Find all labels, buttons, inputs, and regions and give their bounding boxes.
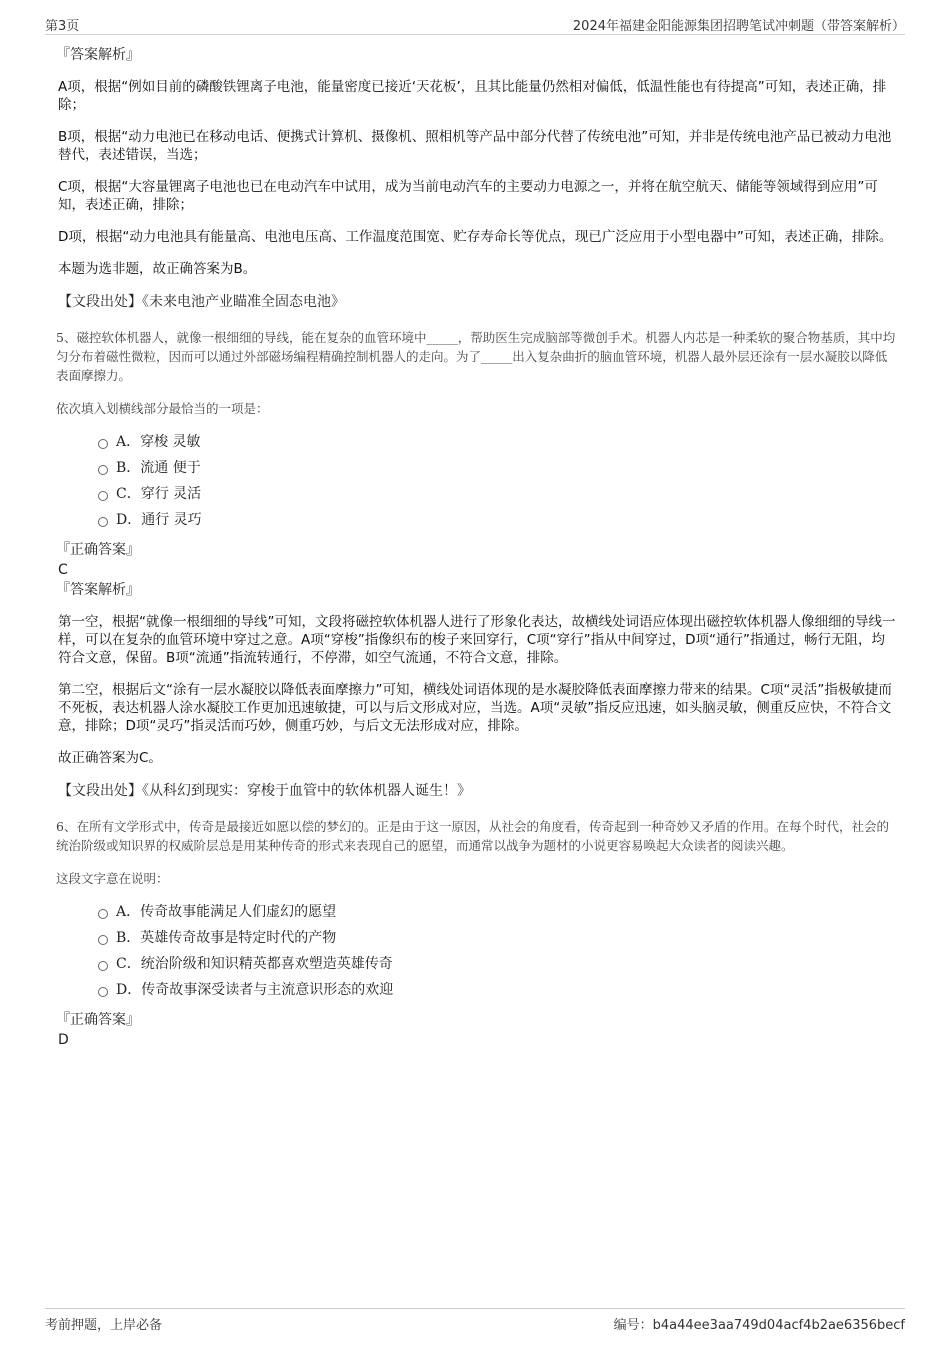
radio-icon[interactable] xyxy=(98,961,108,971)
radio-icon[interactable] xyxy=(98,439,108,449)
option-c[interactable]: C．统治阶级和知识精英都喜欢塑造英雄传奇 xyxy=(98,951,896,977)
question-stem: 5、磁控软体机器人，就像一根细细的导线，能在复杂的血管环境中_____，帮助医生完成脑部等微创手术。机器人内芯是一种柔软的聚合物基质，其中均匀分布着磁性微粒，因而可以通过外部磁场编程精确控制机器人的走向。为了_____出入复杂曲折的脑血管环境，机器人最外层还涂有一层水凝胶以降低表面摩擦力。 xyxy=(56,330,896,383)
source-citation: 【文段出处】《未来电池产业瞄准全固态电池》 xyxy=(58,294,345,310)
analysis-paragraph: D项，根据“动力电池具有能量高、电池电压高、工作温度范围宽、贮存寿命长等优点，现已广泛应用于小型电器中”可知，表述正确，排除。 xyxy=(58,229,893,245)
option-a[interactable]: A．传奇故事能满足人们虚幻的愿望 xyxy=(98,899,896,925)
option-d[interactable]: D．传奇故事深受读者与主流意识形态的欢迎 xyxy=(98,977,896,1003)
option-b[interactable]: B．英雄传奇故事是特定时代的产物 xyxy=(98,925,896,951)
analysis-paragraph: C项，根据“大容量锂离子电池也已在电动汽车中试用，成为当前电动汽车的主要动力电源之一，并将在航空航天、储能等领域得到应用”可知，表述正确，排除； xyxy=(58,179,878,213)
option-a[interactable]: A．穿梭 灵敏 xyxy=(98,429,896,455)
analysis-paragraph: A项，根据“例如目前的磷酸铁锂离子电池，能量密度已接近‘天花板’，且其比能量仍然相对偏低，低温性能也有待提高”可知，表述正确，排除； xyxy=(58,79,887,113)
page-content xyxy=(56,44,896,1049)
radio-icon[interactable] xyxy=(98,909,108,919)
footer-slogan: 考前押题，上岸必备 xyxy=(45,1318,163,1333)
analysis-label: 『答案解析』 xyxy=(56,582,140,598)
option-list xyxy=(98,429,896,533)
answer-conclusion: 本题为选非题，故正确答案为B。 xyxy=(58,261,257,277)
question-stem: 6、在所有文学形式中，传奇是最接近如愿以偿的梦幻的。正是由于这一原因，从社会的角度看，传奇起到一种奇妙又矛盾的作用。在每个时代，社会的统治阶级或知识界的权威阶层总是用某种传奇的形式来表现自己的愿望，而通常以战争为题材的小说更容易唤起大众读者的阅读兴趣。 xyxy=(56,819,889,853)
page-footer xyxy=(45,1308,905,1333)
correct-answer: C xyxy=(58,562,68,578)
option-list xyxy=(98,899,896,1003)
answer-conclusion: 故正确答案为C。 xyxy=(58,750,162,766)
answer-label: 『正确答案』 xyxy=(56,542,140,558)
option-c[interactable]: C．穿行 灵活 xyxy=(98,481,896,507)
page-number: 第3页 xyxy=(45,19,80,34)
question-prompt: 依次填入划横线部分最恰当的一项是： xyxy=(56,401,269,416)
analysis-paragraph: 第二空，根据后文“涂有一层水凝胶以降低表面摩擦力”可知，横线处词语体现的是水凝胶降低表面摩擦力带来的结果。C项“灵活”指极敏捷而不死板，表达机器人涂水凝胶工作更加迅速敏捷，可以与后文形成对应，当选。A项“灵敏”指反应迅速，如头脑灵敏，侧重反应快，不符合文意，排除；D项“灵巧”指灵活而巧妙，侧重巧妙，与后文无法形成对应，排除。 xyxy=(58,682,892,734)
source-citation: 【文段出处】《从科幻到现实：穿梭于血管中的软体机器人诞生！》 xyxy=(58,783,471,799)
radio-icon[interactable] xyxy=(98,491,108,501)
radio-icon[interactable] xyxy=(98,465,108,475)
radio-icon[interactable] xyxy=(98,935,108,945)
correct-answer: D xyxy=(58,1032,69,1048)
page-header xyxy=(45,14,905,35)
option-b[interactable]: B．流通 便于 xyxy=(98,455,896,481)
analysis-paragraph: B项，根据“动力电池已在移动电话、便携式计算机、摄像机、照相机等产品中部分代替了传统电池”可知，并非是传统电池产品已被动力电池替代，表述错误，当选； xyxy=(58,129,892,163)
question-prompt: 这段文字意在说明： xyxy=(56,871,169,886)
analysis-paragraph: 第一空，根据“就像一根细细的导线”可知，文段将磁控软体机器人进行了形象化表达，故横线处词语应体现出磁控软体机器人像细细的导线一样，可以在复杂的血管环境中穿过之意。A项“穿梭”指像织布的梭子来回穿行，C项“穿行”指从中间穿过，D项“通行”指通过，畅行无阻，均符合文意，保留。B项“流通”指流转通行，不停滞，如空气流通，不符合文意，排除。 xyxy=(58,614,896,666)
answer-label: 『正确答案』 xyxy=(56,1012,140,1028)
document-code: 编号：b4a44ee3aa749d04acf4b2ae6356becf xyxy=(613,1318,905,1333)
analysis-label: 『答案解析』 xyxy=(56,47,140,63)
radio-icon[interactable] xyxy=(98,517,108,527)
radio-icon[interactable] xyxy=(98,987,108,997)
document-title: 2024年福建金阳能源集团招聘笔试冲刺题（带答案解析） xyxy=(572,19,905,34)
option-d[interactable]: D．通行 灵巧 xyxy=(98,507,896,533)
